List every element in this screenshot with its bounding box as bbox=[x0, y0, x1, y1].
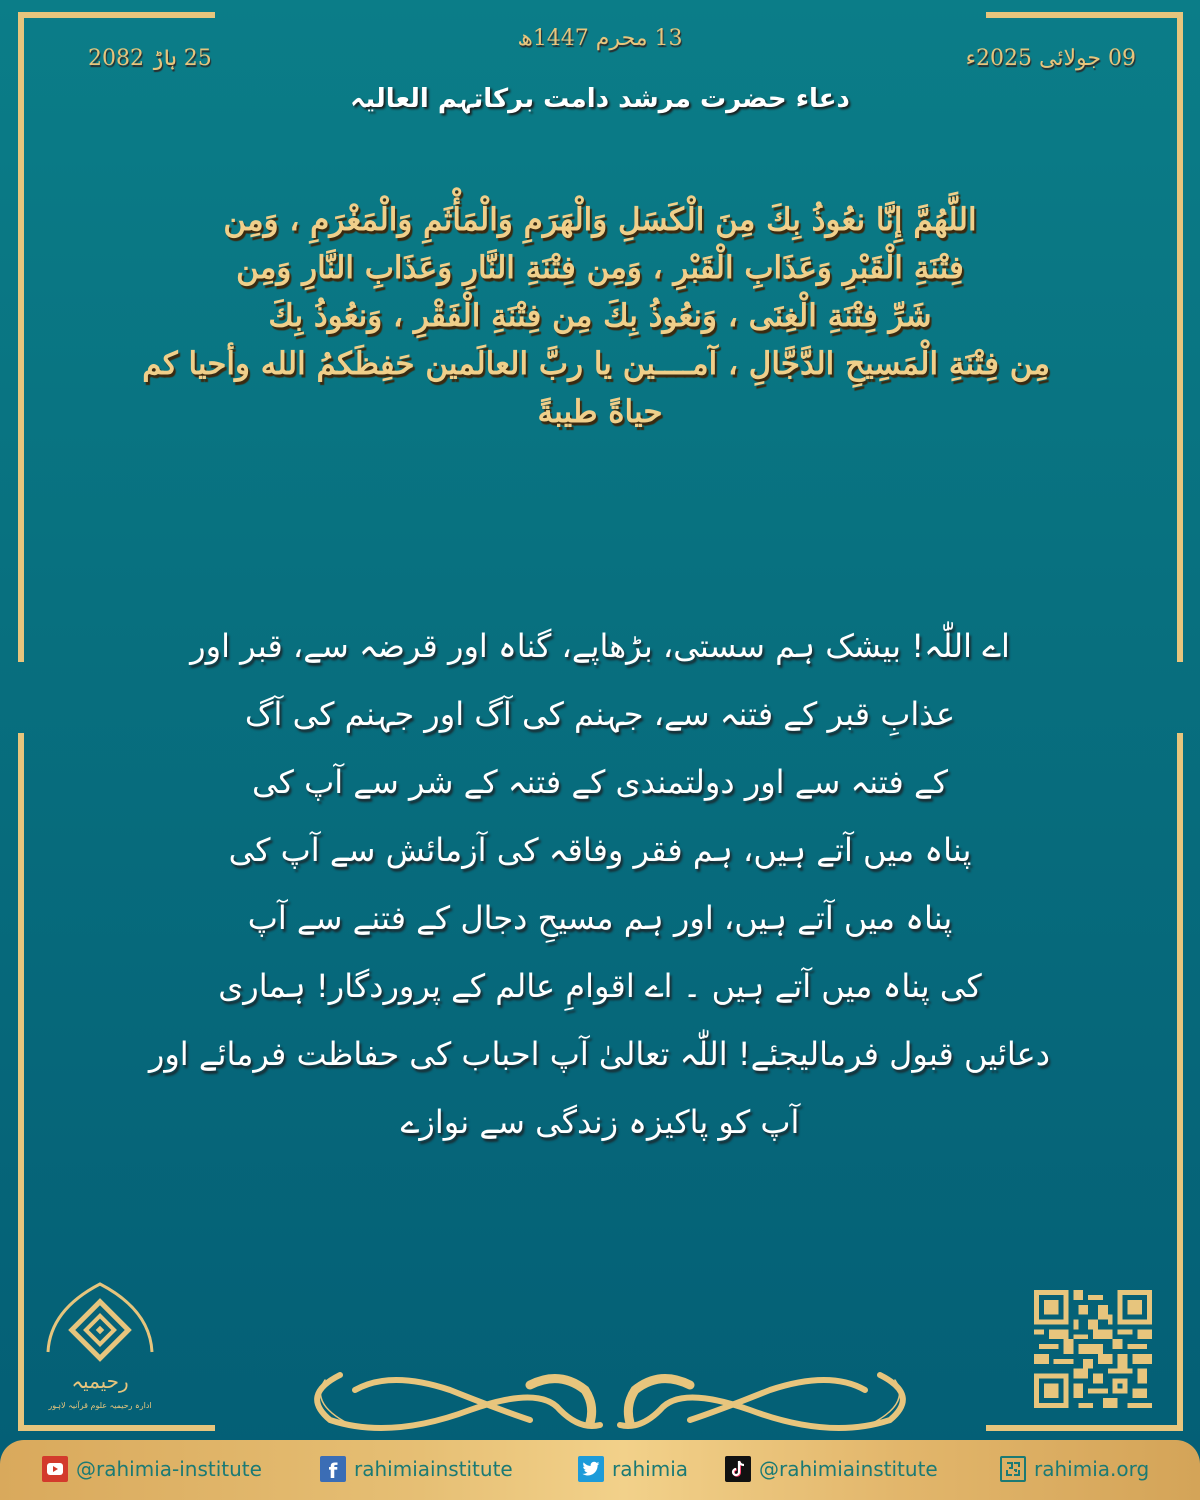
urdu-translation-line: اے اللّٰہ! بیشک ہم سستی، بڑھاپے، گناہ اور قرضہ سے، قبر اور bbox=[190, 627, 1010, 665]
website-link[interactable] bbox=[1000, 1454, 1149, 1484]
decorative-flourish bbox=[300, 1365, 920, 1435]
frame-top-right-horizontal bbox=[986, 12, 1183, 18]
rahimia-logo bbox=[40, 1280, 160, 1420]
social-footer bbox=[0, 1440, 1200, 1500]
facebook-link[interactable] bbox=[320, 1454, 513, 1484]
qr-code[interactable] bbox=[1033, 1290, 1153, 1408]
arabic-dua-line: مِن فِتْنَةِ الْمَسِيحِ الدَّجَّالِ ، آمــــين يا ربَّ العالَمين حَفِظَكمُ الله وأحيا كم bbox=[142, 346, 1050, 382]
tiktok-handle: @rahimiainstitute bbox=[759, 1457, 938, 1481]
urdu-translation bbox=[150, 612, 1050, 1156]
hijri-date: 13 محرم 1447ھ bbox=[517, 26, 683, 51]
frame-bottom-left-horizontal bbox=[18, 1425, 215, 1431]
twitter-link[interactable] bbox=[578, 1454, 688, 1484]
frame-bottom-right-horizontal bbox=[986, 1425, 1183, 1431]
urdu-translation-line: دعائیں قبول فرمالیجئے! اللّٰہ تعالیٰ آپ احباب کی حفاظت فرمائے اور bbox=[148, 1035, 1050, 1073]
frame-top-left-horizontal bbox=[18, 12, 215, 18]
arabic-dua bbox=[142, 196, 1050, 436]
frame-bottom-right-vertical bbox=[1177, 733, 1183, 1431]
facebook-handle: rahimiainstitute bbox=[354, 1457, 513, 1481]
flourish-icon bbox=[300, 1365, 920, 1435]
facebook-icon: f bbox=[320, 1456, 346, 1482]
bikrami-date: 25 ہاڑ 2082 bbox=[88, 46, 212, 71]
urdu-translation-line: آپ کو پاکیزہ زندگی سے نوازے bbox=[400, 1103, 800, 1141]
logo-name: رحیمیہ bbox=[71, 1369, 129, 1393]
arabic-dua-line: شَرِّ فِتْنَةِ الْغِنَى ، وَنعُوذُ بِكَ مِن فِتْنَةِ الْفَقْرِ ، وَنعُوذُ بِكَ bbox=[268, 298, 932, 334]
gregorian-date: 09 جولائی 2025ء bbox=[965, 46, 1136, 71]
twitter-handle: rahimia bbox=[612, 1457, 689, 1481]
tiktok-link[interactable] bbox=[725, 1454, 938, 1484]
urdu-translation-line: پناہ میں آتے ہیں، ہم فقر وفاقہ کی آزمائش سے آپ کی bbox=[228, 831, 972, 869]
page-title: دعاء حضرت مرشد دامت برکاتہم العالیہ bbox=[350, 84, 850, 114]
arabic-dua-line: حياةً طيبةً bbox=[537, 394, 663, 430]
website-url: rahimia.org bbox=[1034, 1457, 1150, 1481]
urdu-translation-line: عذابِ قبر کے فتنہ سے، جہنم کی آگ اور جہنم کی آگ bbox=[244, 695, 956, 733]
tiktok-icon bbox=[725, 1456, 751, 1482]
urdu-translation-line: کی پناہ میں آتے ہیں ۔ اے اقوامِ عالم کے پروردگار! ہماری bbox=[218, 967, 982, 1005]
website-icon bbox=[1000, 1456, 1026, 1482]
logo-subtitle: ادارہ رحیمیہ علوم قرآنیہ لاہور bbox=[48, 1401, 152, 1410]
dome-kufic-icon bbox=[40, 1280, 160, 1420]
arabic-dua-line: فِتْنَةِ الْقَبْرِ وَعَذَابِ الْقَبْرِ ، وَمِن فِتْنَةِ النَّارِ وَعَذَابِ النَّارِ وَمِن bbox=[236, 250, 964, 286]
youtube-handle: @rahimia-institute bbox=[76, 1457, 262, 1481]
frame-bottom-left-vertical bbox=[18, 733, 24, 1431]
youtube-icon bbox=[42, 1456, 68, 1482]
arabic-dua-line: اللَّهُمَّ إِنَّا نعُوذُ بِكَ مِنَ الْكَسَلِ وَالْهَرَمِ وَالْمَأْثَمِ وَالْمَغْرَمِ ، وَمِن bbox=[223, 202, 977, 238]
urdu-translation-line: پناہ میں آتے ہیں، اور ہم مسیحِ دجال کے فتنے سے آپ bbox=[247, 899, 953, 937]
youtube-link[interactable] bbox=[42, 1454, 262, 1484]
urdu-translation-line: کے فتنہ سے اور دولتمندی کے فتنہ کے شر سے آپ کی bbox=[252, 763, 948, 801]
qr-code-icon bbox=[1033, 1290, 1153, 1408]
twitter-icon bbox=[578, 1456, 604, 1482]
